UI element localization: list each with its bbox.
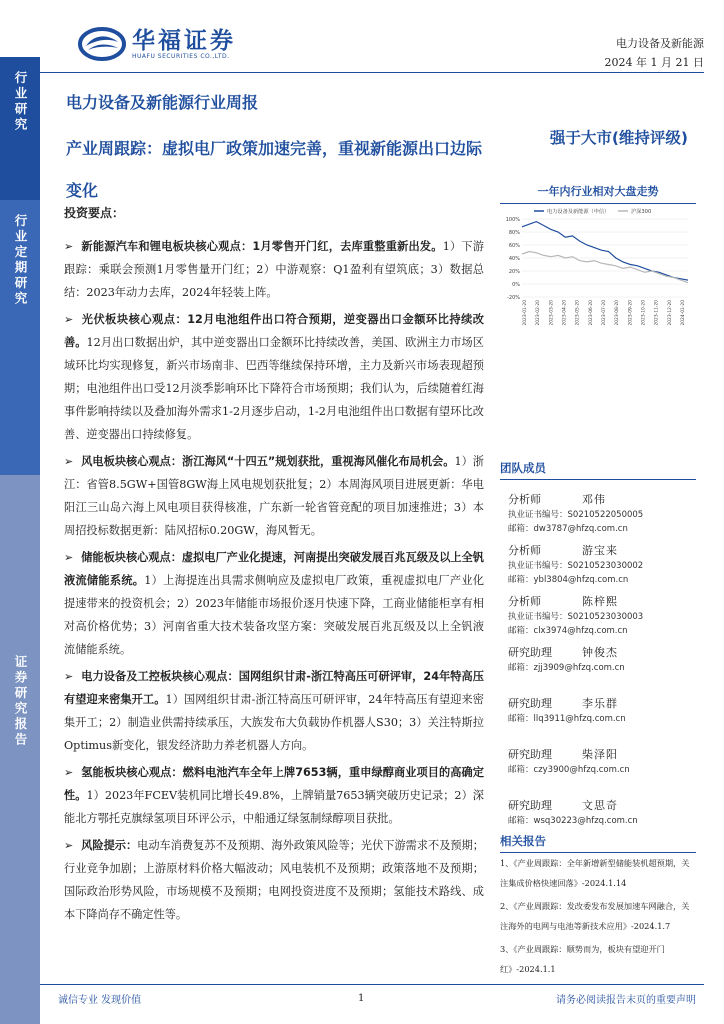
member-role: 分析师 (508, 493, 541, 506)
arrow-bullet-icon: ➢ (64, 766, 74, 779)
y-tick-label: -20% (507, 295, 520, 301)
paragraph-risk-warning: ➢ 风险提示：电动车消费复苏不及预期、海外政策风险等；光伏下游需求不及预期；行业竞争加剧；上游原材料价格大幅波动；风电装机不及预期；政策落地不及预期；国际政治形势风险，市场规模不及预期；电网投资进度不及预期；氢能技术路线、成本下降尚存不确定性等。 (64, 839, 484, 921)
team-member (500, 484, 696, 535)
member-email[interactable]: 邮箱：clx3974@hfzq.com.cn (508, 626, 628, 636)
x-tick-label: 2023-06-20 (588, 300, 594, 326)
member-name: 邓伟 (582, 493, 606, 506)
x-tick-label: 2023-04-20 (562, 300, 568, 326)
series-line (522, 222, 688, 281)
member-email[interactable]: 邮箱：dw3787@hfzq.com.cn (508, 524, 628, 534)
header-industry: 电力设备及新能源 (616, 37, 704, 50)
team-member (500, 586, 696, 637)
sidebar-tag-industry-research: 行业研究 (0, 57, 40, 200)
team-section-title: 团队成员 (500, 460, 696, 480)
arrow-bullet-icon: ➢ (64, 240, 74, 253)
chart-section-title: 一年内行业相对大盘走势 (500, 183, 696, 204)
left-sidebar (0, 57, 40, 1024)
sidebar-tag-securities-report: 证券研究报告 (0, 475, 40, 1024)
member-name: 文思奇 (582, 799, 618, 812)
arrow-bullet-icon: ➢ (64, 455, 74, 468)
y-tick-label: 100% (505, 217, 520, 223)
header-date: 2024 年 1 月 21 日 (604, 56, 704, 69)
logo-chinese-name: 华福证券 (132, 27, 236, 54)
team-member (500, 535, 696, 586)
team-member (500, 637, 696, 688)
x-tick-label: 2023-09-20 (628, 300, 634, 326)
member-name: 陈梓熙 (582, 595, 618, 608)
report-headline: 产业周跟踪：虚拟电厂政策加速完善，重视新能源出口边际变化 (66, 139, 483, 200)
x-tick-label: 2023-07-20 (602, 300, 607, 326)
footer-disclaimer: 请务必阅读报告末页的重要声明 (556, 995, 696, 1006)
member-email[interactable]: 邮箱：llq3911@hfzq.com.cn (508, 714, 626, 724)
series-line (522, 252, 688, 283)
paragraph-hydrogen: ➢ 氢能板块核心观点：燃料电池汽车全年上牌7653辆，重申绿醇商业项目的高确定性。1）2023年FCEV装机同比增长49.8%，上牌销量7653辆突破历史记录；2）深能北方鄂托克旗绿氢项目环评公示，中船通辽绿氢制绿醇项目获批。 (64, 766, 484, 825)
y-tick-label: 40% (508, 256, 520, 262)
member-role: 研究助理 (508, 697, 552, 710)
member-license: 执业证书编号：S0210523030003 (508, 612, 644, 622)
logo-mark-icon (78, 26, 126, 62)
arrow-bullet-icon: ➢ (64, 551, 74, 564)
footer-slogan: 诚信专业 发现价值 (58, 995, 142, 1006)
x-tick-label: 2023-02-20 (536, 300, 542, 326)
member-name: 游宝来 (582, 544, 618, 557)
x-tick-label: 2023-10-20 (641, 300, 647, 326)
relative-performance-chart (500, 205, 696, 340)
legend-label: 电力设备及新能源（申信） (547, 209, 610, 215)
y-tick-label: 80% (508, 230, 520, 236)
page-header (40, 0, 724, 69)
team-list (500, 484, 696, 841)
related-reports-title: 相关报告 (500, 833, 696, 853)
paragraph-energy-storage: ➢ 储能板块核心观点：虚拟电厂产业化提速，河南提出突破发展百兆瓦级及以上全钒液流储能系统。1）上海提连出具需求侧响应及虚拟电厂政策，重视虚拟电厂产业化提速带来的投资机会；2）2023年储能市场报价逐月快速下降，工商业储能柜享有相对高价格优势；3）河南省重大技术装备攻坚方案：突破发展百兆瓦级及以上全钒液流储能系统。 (64, 551, 484, 656)
member-email[interactable]: 邮箱：czy3900@hfzq.com.cn (508, 765, 630, 775)
logo-english-name: HUAFU SECURITIES CO.,LTD. (132, 52, 230, 60)
arrow-bullet-icon: ➢ (64, 670, 74, 683)
y-tick-label: 20% (508, 269, 520, 275)
arrow-bullet-icon: ➢ (64, 839, 74, 852)
x-tick-label: 2023-12-20 (667, 300, 673, 326)
x-tick-label: 2023-08-20 (615, 300, 621, 326)
y-tick-label: 0% (512, 282, 520, 288)
rating-badge: 强于大市(维持评级) (549, 129, 688, 147)
member-name: 柴泽阳 (582, 748, 618, 761)
member-email[interactable]: 邮箱：wsq30223@hfzq.com.cn (508, 816, 638, 826)
related-report-item[interactable]: 2、《产业周跟踪：发改委发布发展加速车网融合，关注海外的电网与电池等新技术应用》-2024.1.7 (500, 901, 690, 931)
member-name: 李乐群 (582, 697, 618, 710)
arrow-bullet-icon: ➢ (64, 313, 74, 326)
x-tick-label: 2023-05-20 (575, 300, 581, 326)
member-role: 研究助理 (508, 799, 552, 812)
main-content (64, 204, 484, 930)
paragraph-ev-battery: ➢ 新能源汽车和锂电板块核心观点：1月零售开门红，去库重整重新出发。1）下游跟踪：乘联会预测1月零售量开门红；2）中游观察：Q1盈利有望筑底；3）数据总结：2023年动力去库，2024年轻装上阵。 (64, 240, 484, 299)
team-member (500, 688, 696, 739)
y-tick-label: 60% (508, 243, 520, 249)
paragraph-power-equipment: ➢ 电力设备及工控板块核心观点：国网组织甘肃-浙江特高压可研评审，24年特高压有望迎来密集开工。1）国网组织甘肃-浙江特高压可研评审，24年特高压有望迎来密集开工；2）制造业供需持续承压，大族发布大负载协作机器人S30；3）关注特斯拉Optimus新变化，银发经济助力养老机器人方向。 (64, 670, 484, 752)
legend-label: 沪深300 (631, 209, 652, 215)
member-email[interactable]: 邮箱：zjj3909@hfzq.com.cn (508, 663, 625, 673)
investment-points-heading: 投资要点： (64, 206, 125, 220)
report-title: 电力设备及新能源行业周报 (66, 93, 259, 112)
team-member (500, 739, 696, 790)
member-role: 分析师 (508, 595, 541, 608)
related-reports-list (500, 854, 696, 983)
page-number: 1 (358, 993, 365, 1004)
related-report-item[interactable]: 1、《产业周跟踪：全年新增新型储能装机超预期，关注集成价格快速回落》-2024.1.14 (500, 858, 690, 888)
company-logo (78, 26, 236, 62)
member-role: 研究助理 (508, 748, 552, 761)
x-tick-label: 2024-01-20 (681, 300, 686, 326)
related-report-item[interactable]: 3、《产业周跟踪：顺势而为，板块有望迎开门红》-2024.1.1 (500, 944, 665, 974)
page-footer (40, 984, 704, 1006)
x-tick-label: 2023-03-20 (549, 300, 555, 326)
member-email[interactable]: 邮箱：ybl3804@hfzq.com.cn (508, 575, 629, 585)
member-license: 执业证书编号：S0210522050005 (508, 510, 644, 520)
member-role: 分析师 (508, 544, 541, 557)
member-license: 执业证书编号：S0210523030002 (508, 561, 644, 571)
paragraph-photovoltaic: ➢ 光伏板块核心观点：12月电池组件出口符合预期，逆变器出口金额环比持续改善。12月出口数据出炉，其中逆变器出口金额环比持续改善，美国、欧洲主力市场区域环比均实现修复，新兴市场南非、巴西等继续保持环增，主力及新兴市场表现超预期；电池组件出口受12月淡季影响环比下降符合市场预期；我们认为，后续随着红海事件影响持续以及叠加海外需求1-2月逐步启动，1-2月电池组件出口数据有望环比改善、逆变器出口持续修复。 (64, 313, 484, 441)
header-divider (40, 72, 704, 73)
member-role: 研究助理 (508, 646, 552, 659)
x-tick-label: 2023-11-20 (654, 300, 660, 326)
x-tick-label: 2023-01-20 (523, 300, 528, 326)
sidebar-tag-periodic-research: 行业定期研究 (0, 200, 40, 475)
chart-svg (500, 205, 696, 340)
paragraph-wind-power: ➢ 风电板块核心观点：浙江海风“十四五”规划获批，重视海风催化布局机会。1）浙江：省管8.5GW+国管8GW海上风电规划获批复；2）本周海风项目进展更新：华电阳江三山岛六海上风电项目获得核准，广东新一轮省管竞配的项目加速推进；3）本周招投标数据更新：陆风招标0.20GW，海风暂无。 (64, 455, 484, 537)
member-name: 钟俊杰 (582, 646, 618, 659)
